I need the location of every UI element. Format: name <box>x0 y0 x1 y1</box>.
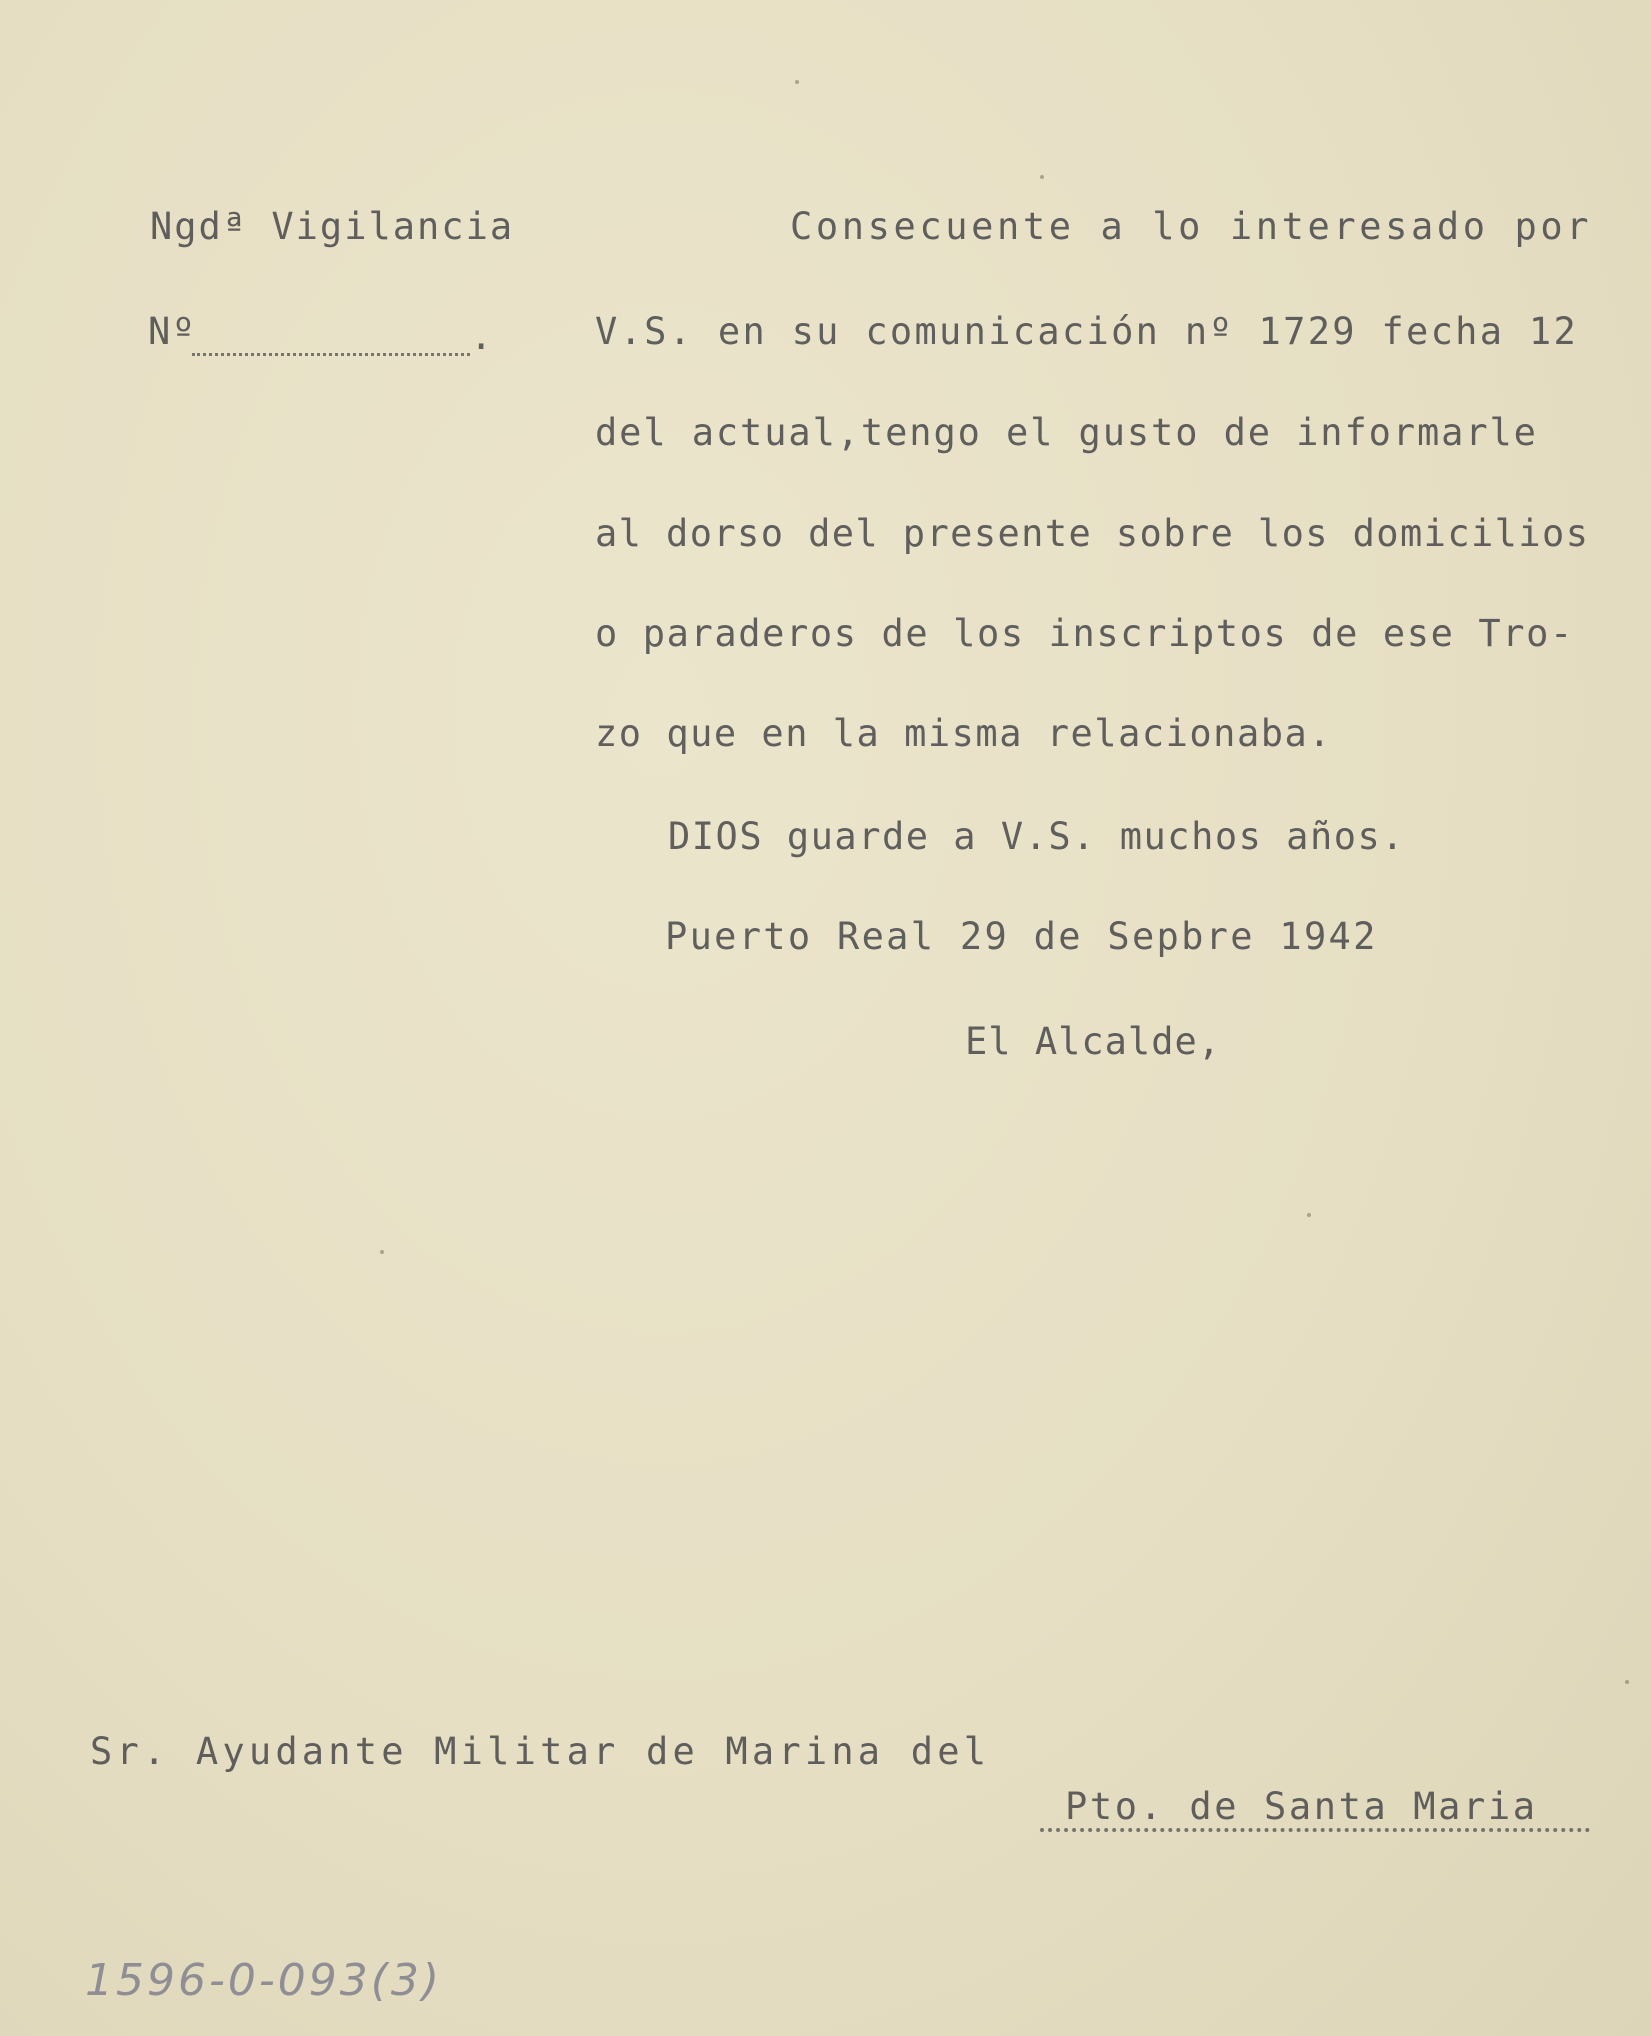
addressee-underline <box>1040 1828 1590 1832</box>
paper-speck <box>1040 175 1044 179</box>
body-line-5: o paraderos de los inscriptos de ese Tro- <box>595 612 1574 655</box>
body-line-4: al dorso del presente sobre los domicilios <box>595 512 1590 555</box>
paper-speck <box>795 80 799 84</box>
bleed-through-text <box>985 1614 1025 1700</box>
number-dot: . <box>470 315 495 358</box>
paper-speck <box>380 1250 384 1254</box>
body-line-6: zo que en la misma relacionaba. <box>595 712 1333 755</box>
place-date: Puerto Real 29 de Sepbre 1942 <box>665 915 1378 958</box>
archive-reference: 1596-0-093(3) <box>85 1955 443 2006</box>
paper-speck <box>1307 1213 1311 1217</box>
body-line-1: Consecuente a lo interesado por <box>790 205 1593 248</box>
paper-speck <box>1625 1680 1629 1684</box>
body-line-3: del actual,tengo el gusto de informarle <box>595 411 1538 454</box>
department-label: Ngdª Vigilancia <box>150 205 515 248</box>
number-label: Nº <box>148 310 197 353</box>
addressee-line-1: Sr. Ayudante Militar de Marina del <box>90 1730 991 1773</box>
addressee-line-2: Pto. de Santa Maria <box>1065 1785 1538 1828</box>
closing-formula: DIOS guarde a V.S. muchos años. <box>668 815 1406 858</box>
body-line-2: V.S. en su comunicación nº 1729 fecha 12 <box>595 310 1579 353</box>
number-blank-line <box>192 353 470 356</box>
signature-title: El Alcalde, <box>965 1020 1222 1063</box>
